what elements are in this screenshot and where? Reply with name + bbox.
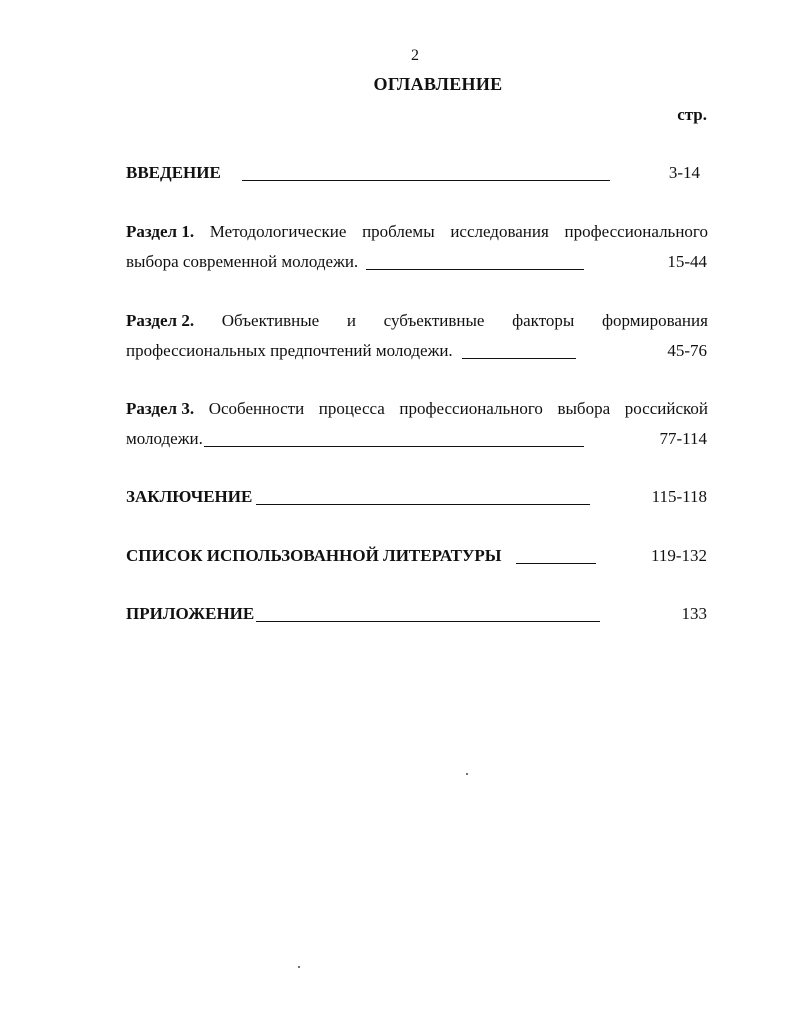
toc-section2-word: формирования — [601, 311, 708, 330]
toc-section2-line2: профессиональных предпочтений молодежи. — [126, 341, 453, 360]
toc-section2-pages: 45-76 — [667, 341, 707, 360]
toc-section1-word: проблемы — [362, 222, 435, 241]
toc-section1-word: профессионального — [564, 222, 708, 241]
toc-section3-word: выбора — [557, 399, 611, 418]
toc-section2-word: Объективные — [221, 311, 320, 330]
toc-references-label: СПИСОК ИСПОЛЬЗОВАННОЙ ЛИТЕРАТУРЫ — [126, 546, 502, 565]
toc-references-pages: 119-132 — [650, 546, 707, 565]
toc-appendix-label: ПРИЛОЖЕНИЕ — [126, 604, 255, 623]
toc-section3-line2: молодежи. — [126, 429, 203, 448]
toc-references-leader — [516, 563, 596, 564]
toc-intro-leader — [242, 180, 610, 181]
page-number: 2 — [411, 47, 419, 64]
toc-appendix-pages: 133 — [681, 604, 707, 623]
toc-intro-pages: 3-14 — [668, 163, 700, 182]
toc-intro-label: ВВЕДЕНИЕ — [126, 163, 221, 182]
toc-conclusion-label: ЗАКЛЮЧЕНИЕ — [126, 487, 253, 506]
page-title: ОГЛАВЛЕНИЕ — [373, 74, 503, 94]
toc-section2-line1 — [126, 311, 708, 331]
toc-section3-word: профессионального — [399, 399, 543, 418]
toc-section2-word: субъективные — [383, 311, 485, 330]
toc-section1-word: исследования — [450, 222, 549, 241]
toc-section1-line2: выбора современной молодежи. — [126, 252, 359, 271]
toc-section3-line1 — [126, 399, 708, 419]
toc-section3-word: российской — [624, 399, 708, 418]
toc-section3-leader — [204, 446, 584, 447]
toc-section3-word: процесса — [318, 399, 385, 418]
toc-section1-leader — [366, 269, 584, 270]
toc-section1-word: Методологические — [209, 222, 347, 241]
toc-conclusion-leader — [256, 504, 590, 505]
scan-speck — [466, 773, 468, 775]
toc-section2-word: и — [346, 311, 356, 330]
toc-appendix-leader — [256, 621, 600, 622]
toc-section3-pages: 77-114 — [659, 429, 707, 448]
toc-section1-line1 — [126, 222, 708, 242]
scan-speck — [298, 966, 300, 968]
toc-section1-prefix: Раздел 1. — [126, 222, 195, 241]
toc-section2-prefix: Раздел 2. — [126, 311, 195, 330]
toc-section2-leader — [462, 358, 576, 359]
toc-section3-prefix: Раздел 3. — [126, 399, 195, 418]
toc-conclusion-pages: 115-118 — [651, 487, 707, 506]
toc-section2-word: факторы — [512, 311, 575, 330]
toc-section1-pages: 15-44 — [667, 252, 707, 271]
toc-section3-word: Особенности — [208, 399, 305, 418]
pages-column-label: стр. — [677, 105, 707, 124]
